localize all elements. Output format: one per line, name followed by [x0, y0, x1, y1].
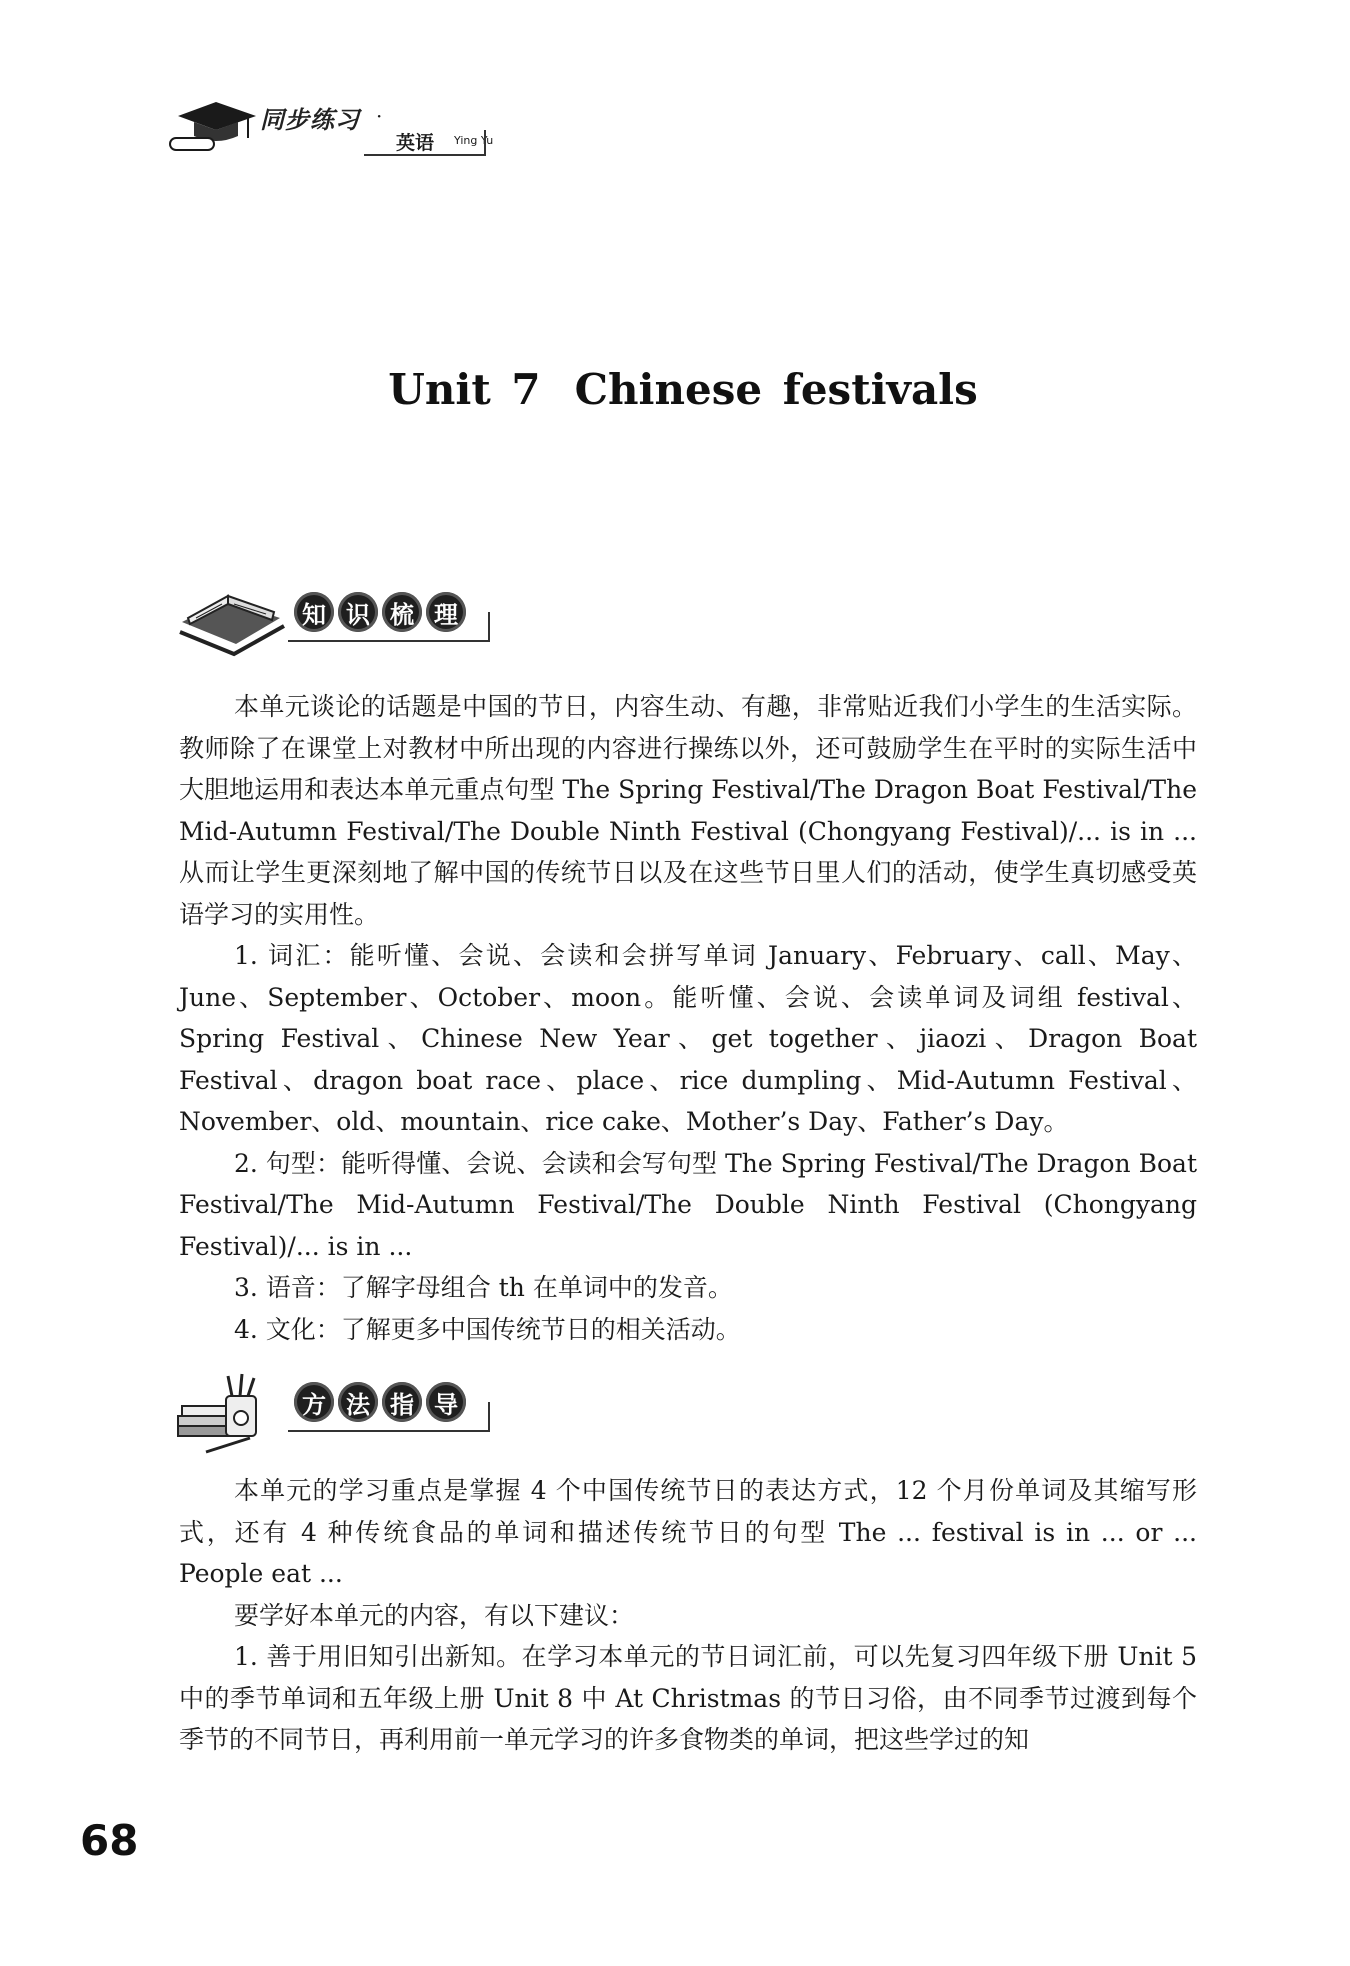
intro-paragraph: 本单元谈论的话题是中国的节日，内容生动、有趣，非常贴近我们小学生的生活实际。教师除了在课堂上对教材中所出现的内容进行操练以外，还可鼓励学生在平时的实际生活中大胆地运用和表达本单元重点句型 The Spring Festival/The Dragon Boat Festival/The Mid-Autumn Festival/The Double Ninth Festival (Chongyang Festival)/... is in ... 从而让学生更深刻地了解中国的传统节日以及在这些节日里人们的活动，使学生真切感受英语学习的实用性。	[179, 692, 1197, 929]
heading-char: 法	[338, 1382, 378, 1422]
heading-underline	[288, 640, 488, 642]
heading-char: 知	[294, 592, 334, 632]
advice-item: 1. 善于用旧知引出新知。在学习本单元的节日词汇前，可以先复习四年级下册 Unit 5 中的季节单词和五年级上册 Unit 8 中 At Christmas 的节日习俗，由不同季节过渡到每个季节的不同节日，再利用前一单元学习的许多食物类的单词，把这些学过的知	[179, 1642, 1197, 1754]
section-heading-method	[176, 1372, 458, 1460]
unit-title	[0, 365, 1350, 414]
section-body-knowledge	[179, 686, 1197, 1350]
section-heading-knowledge	[176, 582, 458, 666]
books-and-pencil-cup-icon	[176, 1372, 286, 1456]
subject-pinyin: Ying Yu	[454, 134, 494, 147]
heading-char: 识	[338, 592, 378, 632]
series-name: 同步练习	[260, 106, 360, 134]
page-number: 68	[80, 1816, 139, 1865]
sentence-pattern-paragraph: 2. 句型：能听得懂、会说、会读和会写句型 The Spring Festival/The Dragon Boat Festival/The Mid-Autumn Festival/The Double Ninth Festival (Chongyang Festival)/... is in ...	[179, 1148, 1197, 1261]
subject-name: 英语	[396, 132, 435, 154]
open-book-icon	[176, 582, 286, 662]
heading-char: 方	[294, 1382, 334, 1422]
heading-underline	[288, 1430, 488, 1432]
header-rule-end	[484, 130, 486, 156]
vocabulary-paragraph: 1. 词汇：能听懂、会说、会读和会拼写单词 January、February、call、May、June、September、October、moon。能听懂、会说、会读单词及词组 festival、Spring Festival、Chinese New Year、get together、jiaozi、Dragon Boat Festival、dragon boat race、place、rice dumpling、Mid-Autumn Festival、November、old、mountain、rice cake、Mother’s Day、Father’s Day。	[179, 941, 1197, 1136]
heading-underline-end	[488, 612, 490, 642]
heading-char: 理	[426, 592, 466, 632]
phonics-paragraph: 3. 语音：了解字母组合 th 在单词中的发音。	[234, 1273, 733, 1302]
graduation-cap-icon	[168, 94, 258, 156]
focus-paragraph: 本单元的学习重点是掌握 4 个中国传统节日的表达方式，12 个月份单词及其缩写形式，还有 4 种传统食品的单词和描述传统节日的句型 The ... festival is in ... or ... People eat ...	[179, 1476, 1197, 1588]
section-body-method	[179, 1470, 1197, 1761]
advice-intro: 要学好本单元的内容，有以下建议：	[234, 1600, 635, 1630]
heading-underline-end	[488, 1402, 490, 1432]
book-header	[168, 90, 528, 160]
heading-char: 梳	[382, 592, 422, 632]
header-rule	[364, 154, 484, 156]
unit-name: Chinese festivals	[574, 365, 978, 414]
separator-dot: ·	[376, 104, 383, 128]
culture-paragraph: 4. 文化：了解更多中国传统节日的相关活动。	[234, 1314, 741, 1344]
heading-char: 导	[426, 1382, 466, 1422]
unit-number: Unit 7	[388, 365, 541, 414]
heading-char: 指	[382, 1382, 422, 1422]
